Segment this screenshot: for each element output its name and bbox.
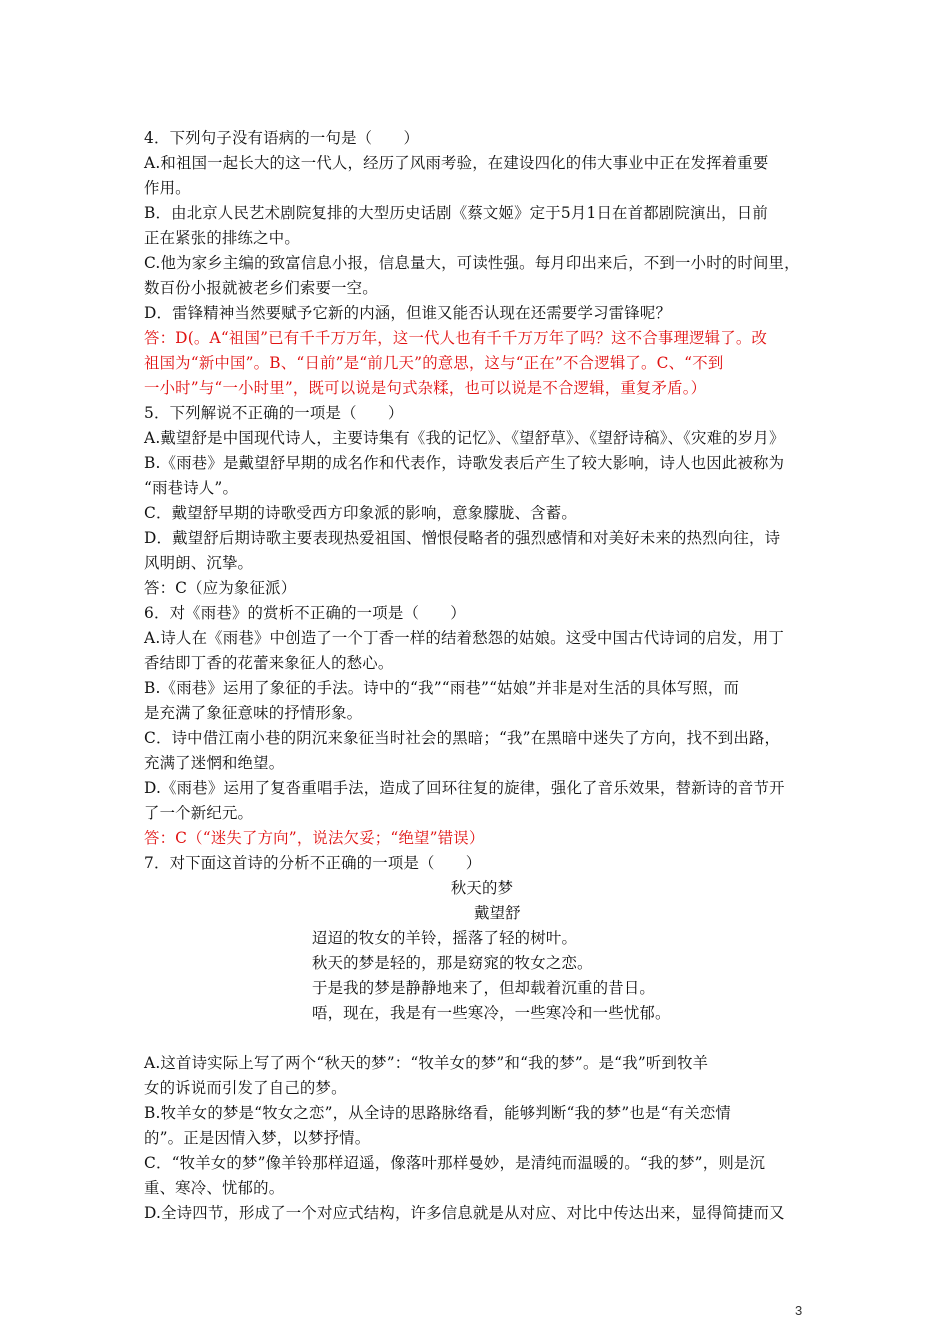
question-4-option-c-cont: 数百份小报就被老乡们索要一空。 bbox=[144, 279, 378, 297]
poem-spacer bbox=[144, 1026, 820, 1051]
question-5-answer: 答：C（应为象征派） bbox=[144, 579, 297, 597]
question-5-option-a: A.戴望舒是中国现代诗人，主要诗集有《我的记忆》、《望舒草》、《望舒诗稿》、《灾难的岁月》 bbox=[144, 429, 785, 447]
question-7-option-c: C．“牧羊女的梦”像羊铃那样迢遥，像落叶那样曼妙，是清纯而温暖的。“我的梦”，则是沉 bbox=[144, 1154, 766, 1172]
poem-line-1: 迢迢的牧女的羊铃，摇落了轻的树叶。 bbox=[312, 929, 578, 947]
question-7-option-c-cont: 重、寒冷、忧郁的。 bbox=[144, 1179, 285, 1197]
question-4-option-b: B．由北京人民艺术剧院复排的大型历史话剧《蔡文姬》定于5月1日在首都剧院演出，日前 bbox=[144, 204, 768, 222]
question-4-answer: 答：D(。A“祖国”已有千千万万年，这一代人也有千千万万年了吗？这不合事理逻辑了。改 bbox=[144, 329, 768, 347]
poem-author: 戴望舒 bbox=[474, 904, 521, 922]
question-6-option-b: B.《雨巷》运用了象征的手法。诗中的“我”“雨巷”“姑娘”并非是对生活的具体写照，而 bbox=[144, 679, 740, 697]
question-6-option-d-cont: 了一个新纪元。 bbox=[144, 804, 254, 822]
question-5-option-c: C．戴望舒早期的诗歌受西方印象派的影响，意象朦胧、含蓄。 bbox=[144, 504, 577, 522]
question-5-option-b-cont: “雨巷诗人”。 bbox=[144, 479, 239, 497]
question-5-option-b: B.《雨巷》是戴望舒早期的成名作和代表作，诗歌发表后产生了较大影响，诗人也因此被称为 bbox=[144, 454, 785, 472]
question-4-option-c: C.他为家乡主编的致富信息小报，信息量大，可读性强。每月印出来后，不到一小时的时间里， bbox=[144, 254, 800, 272]
poem-line-4: 唔，现在，我是有一些寒冷，一些寒冷和一些忧郁。 bbox=[312, 1004, 671, 1022]
question-6-answer: 答：C（“迷失了方向”，说法欠妥；“绝望”错误） bbox=[144, 829, 485, 847]
page-number: 3 bbox=[795, 1303, 803, 1318]
question-6-option-a-cont: 香结即丁香的花蕾来象征人的愁心。 bbox=[144, 654, 394, 672]
question-4-stem: 4．下列句子没有语病的一句是（ ） bbox=[144, 129, 420, 147]
question-6-option-d: D.《雨巷》运用了复沓重唱手法，造成了回环往复的旋律，强化了音乐效果，替新诗的音节开 bbox=[144, 779, 785, 797]
question-7-option-a: A.这首诗实际上写了两个“秋天的梦”：“牧羊女的梦”和“我的梦”。是“我”听到牧羊 bbox=[144, 1054, 709, 1072]
question-4-option-d: D．雷锋精神当然要赋予它新的内涵，但谁又能否认现在还需要学习雷锋呢？ bbox=[144, 304, 672, 322]
question-4-option-b-cont: 正在紧张的排练之中。 bbox=[144, 229, 300, 247]
page-content bbox=[144, 126, 820, 1226]
question-6-option-a: A.诗人在《雨巷》中创造了一个丁香一样的结着愁怨的姑娘。这受中国古代诗词的启发，用丁 bbox=[144, 629, 785, 647]
question-6-stem: 6．对《雨巷》的赏析不正确的一项是（ ） bbox=[144, 604, 466, 622]
question-4-answer-cont-2: 一小时”与“一小时里”，既可以说是句式杂糅，也可以说是不合逻辑，重复矛盾。） bbox=[144, 379, 707, 397]
question-4-answer-cont: 祖国为“新中国”。B、“日前”是“前几天”的意思，这与“正在”不合逻辑了。C、“不到 bbox=[144, 354, 724, 372]
question-7-option-a-cont: 女的诉说而引发了自己的梦。 bbox=[144, 1079, 347, 1097]
question-6-option-b-cont: 是充满了象征意味的抒情形象。 bbox=[144, 704, 363, 722]
question-7-stem: 7．对下面这首诗的分析不正确的一项是（ ） bbox=[144, 854, 482, 872]
question-5-option-d-cont: 风明朗、沉挚。 bbox=[144, 554, 254, 572]
question-6-option-c-cont: 充满了迷惘和绝望。 bbox=[144, 754, 285, 772]
question-7-option-b-cont: 的”。正是因情入梦，以梦抒情。 bbox=[144, 1129, 371, 1147]
question-7-option-b: B.牧羊女的梦是“牧女之恋”，从全诗的思路脉络看，能够判断“我的梦”也是“有关恋情 bbox=[144, 1104, 732, 1122]
poem-line-3: 于是我的梦是静静地来了，但却载着沉重的昔日。 bbox=[312, 979, 655, 997]
question-4-option-a: A.和祖国一起长大的这一代人，经历了风雨考验，在建设四化的伟大事业中正在发挥着重要 bbox=[144, 154, 769, 172]
question-5-stem: 5．下列解说不正确的一项是（ ） bbox=[144, 404, 404, 422]
question-6-option-c: C．诗中借江南小巷的阴沉来象征当时社会的黑暗；“我”在黑暗中迷失了方向，找不到出路， bbox=[144, 729, 781, 747]
question-4-option-a-cont: 作用。 bbox=[144, 179, 191, 197]
poem-title: 秋天的梦 bbox=[450, 879, 514, 897]
question-7-option-d: D.全诗四节，形成了一个对应式结构，许多信息就是从对应、对比中传达出来，显得简捷而又 bbox=[144, 1204, 785, 1222]
poem-line-2: 秋天的梦是轻的，那是窈窕的牧女之恋。 bbox=[312, 954, 593, 972]
question-5-option-d: D．戴望舒后期诗歌主要表现热爱祖国、憎恨侵略者的强烈感情和对美好未来的热烈向往，诗 bbox=[144, 529, 781, 547]
